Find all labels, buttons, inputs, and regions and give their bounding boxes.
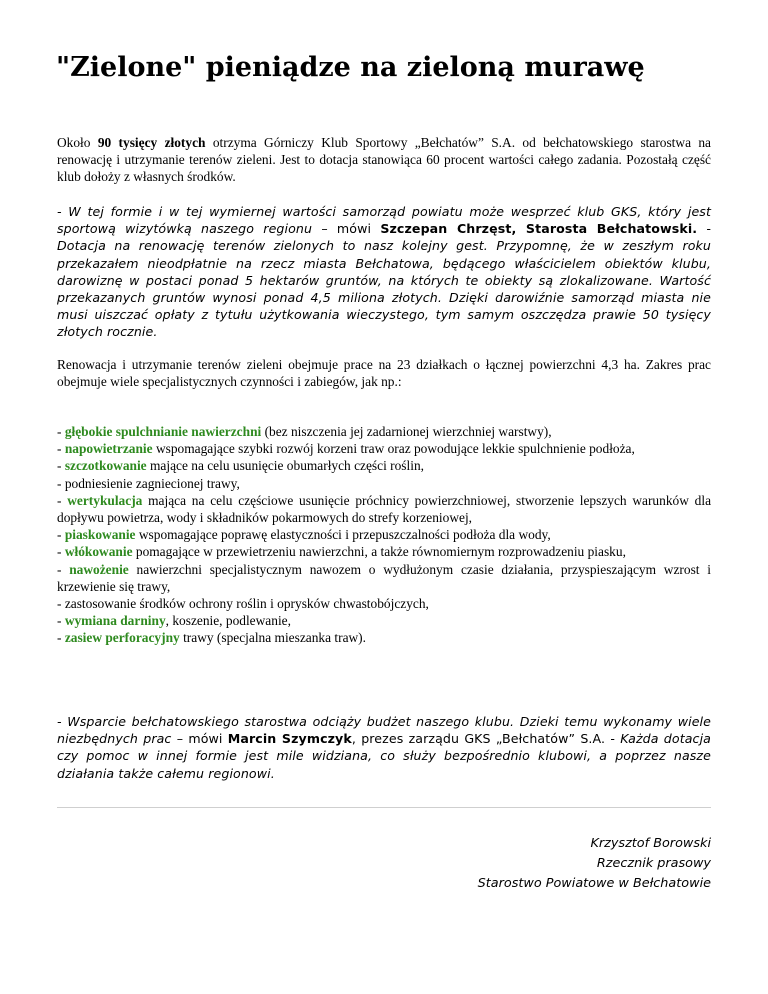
list-item-term: szczotkowanie	[64, 458, 147, 474]
list-item	[57, 526, 711, 543]
starosta-quote	[57, 203, 711, 341]
intro-text-rest: otrzyma Górniczy Klub Sportowy „Bełchatów” S.A. od bełchatowskiego starostwa na renowację i utrzymanie terenów zieleni. Jest to dotacja stanowiąca 60 procent wartości całego zadania. Pozostałą część klub dołoży z własnych środków.	[57, 135, 711, 185]
list-bullet: -	[57, 613, 65, 629]
list-item-text: , koszenie, podlewanie,	[165, 613, 291, 629]
list-item-text: mające na celu usunięcie obumarłych części roślin,	[146, 458, 425, 474]
divider	[57, 807, 711, 808]
list-bullet: -	[57, 561, 70, 577]
list-item	[57, 595, 711, 612]
list-item	[57, 543, 711, 560]
grant-amount: 90 tysięcy złotych	[97, 135, 206, 150]
president-quote	[57, 713, 711, 782]
list-item	[57, 475, 711, 492]
list-item	[57, 423, 711, 440]
list-item-term: włókowanie	[64, 544, 133, 560]
list-item-term: nawożenie	[69, 561, 129, 577]
list-item	[57, 440, 711, 457]
list-item-text: trawy (specjalna mieszanka traw).	[179, 630, 366, 646]
list-item-term: wertykulacja	[67, 492, 143, 508]
list-item-text: wspomagające szybki rozwój korzeni traw oraz powodujące lekkie spulchnienie podłoża,	[152, 441, 635, 457]
list-item-text: nawierzchni specjalistycznym nawozem o wydłużonym czasie działania, przyspieszającym wzrost i krzewienie się trawy,	[57, 561, 711, 594]
signature-org: Starostwo Powiatowe w Bełchatowie	[477, 876, 711, 891]
quote-text: - Wsparcie bełchatowskiego starostwa odciąży budżet naszego klubu. Dzieki temu wykonamy wiele niezbędnych prac	[57, 714, 711, 747]
list-item-term: napowietrzanie	[64, 441, 153, 457]
signature-name: Krzysztof Borowski	[590, 836, 711, 851]
list-item-term: głębokie spulchnianie nawierzchni	[64, 424, 262, 439]
intro-text: Około	[57, 135, 98, 150]
list-bullet: -	[57, 492, 68, 508]
list-item-term: zasiew perforacyjny	[64, 630, 180, 646]
list-item	[57, 612, 711, 629]
quote-text-rest: Każda dotacja czy pomoc w innej formie jest mile widziana, co służy bezpośrednio klubowi, a poprzez nasze działania także całemu regionowi.	[57, 731, 711, 781]
list-item-text: mająca na celu częściowe usunięcie próchnicy powierzchniowej, stworzenie lepszych warunków dla dopływu powietrza, wody i składników pokarmowych do strefy korzeniowej,	[57, 492, 712, 526]
list-bullet: -	[57, 596, 65, 612]
list-bullet: -	[57, 441, 65, 457]
speaker-name: Marcin Szymczyk	[227, 731, 352, 747]
speaker-name: Szczepan Chrzęst, Starosta Bełchatowski.	[380, 221, 698, 237]
list-item-term: wymiana darniny	[64, 613, 166, 629]
signature-role: Rzecznik prasowy	[596, 856, 711, 871]
list-item	[57, 457, 711, 474]
list-item	[57, 629, 711, 646]
list-bullet: -	[57, 527, 65, 543]
quote-attribution: – mówi	[171, 731, 228, 747]
list-item-term: piaskowanie	[64, 527, 136, 543]
list-bullet: -	[57, 424, 65, 439]
page-title: "Zielone" pieniądze na zieloną murawę	[56, 52, 645, 83]
list-bullet: -	[57, 475, 65, 491]
list-item-text: podniesienie zagniecionej trawy,	[64, 475, 240, 491]
list-item	[57, 492, 711, 526]
intro-paragraph	[57, 134, 711, 186]
list-item-text: zastosowanie środków ochrony roślin i oprysków chwastobójczych,	[64, 596, 429, 612]
list-bullet: -	[57, 630, 65, 646]
list-bullet: -	[57, 544, 65, 560]
list-item	[57, 561, 711, 595]
works-list	[57, 423, 711, 647]
renovation-paragraph: Renowacja i utrzymanie terenów zieleni obejmuje prace na 23 działkach o łącznej powierzchni 4,3 ha. Zakres prac obejmuje wiele specjalistycznych czynności i zabiegów, jak np.:	[57, 357, 711, 390]
list-item-text: (bez niszczenia jej zadarnionej wierzchniej warstwy),	[261, 424, 552, 439]
speaker-title: , prezes zarządu GKS „Bełchatów” S.A. -	[351, 731, 621, 747]
quote-text-rest: - Dotacja na renowację terenów zielonych to nasz kolejny gest. Przypomnę, że w zeszłym roku przekazałem nieodpłatnie na rzecz miasta Bełchatowa, będącego właścicielem obiektów klubu, darowiznę w postaci ponad 5 hektarów gruntów, na których te obiekty są zlokalizowane. Wartość przekazanych gruntów wynosi ponad 4,5 miliona złotych. Dzięki darowiźnie samorząd miasta nie musi uiszczać opłaty z tytułu użytkowania wieczystego, tym samym oszczędza prawie 50 tysięcy złotych rocznie.	[57, 221, 712, 340]
list-bullet: -	[57, 458, 65, 474]
list-item-text: pomagające w przewietrzeniu nawierzchni, a także równomiernym rozprowadzeniu piasku,	[132, 544, 626, 560]
quote-text: - W tej formie i w tej wymiernej wartości samorząd powiatu może wesprzeć klub GKS, który jest sportową wizytówką naszego regionu	[57, 204, 711, 237]
list-item-text: wspomagające poprawę elastyczności i przepuszczalności podłoża dla wody,	[135, 527, 551, 543]
signature	[478, 834, 711, 894]
quote-attribution: – mówi	[312, 221, 381, 237]
